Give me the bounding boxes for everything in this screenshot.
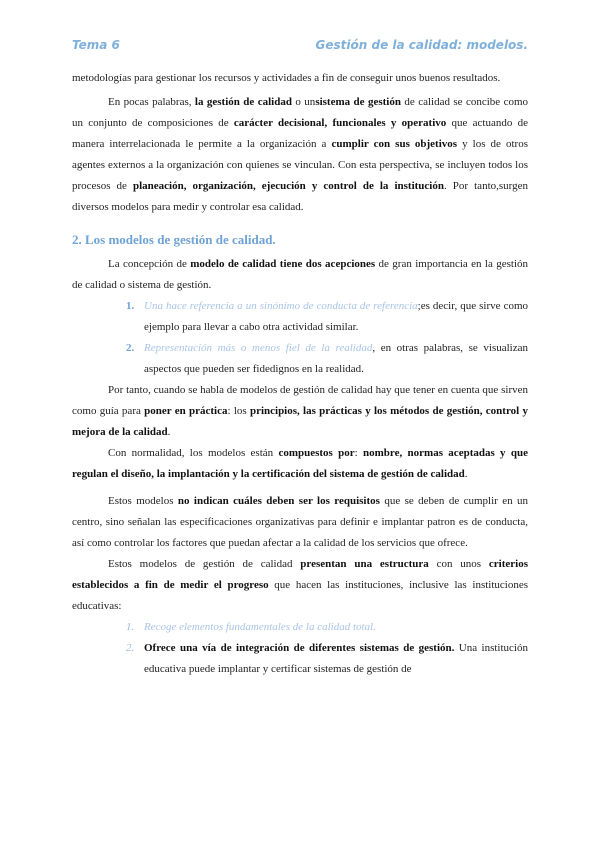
document-body bbox=[72, 68, 528, 680]
list-item: 1. Una hace referencia a un sinónimo de conducta de referencia;es decir, que sirve como ejemplo para llevar a cabo otra actividad similar. bbox=[126, 300, 529, 333]
paragraph-guide: Por tanto, cuando se habla de modelos de gestión de calidad hay que tener en cuenta que sirven como guía para poner en práctica: los principios, las prácticas y los métodos de gestión, control y mejora de la calidad. bbox=[72, 384, 528, 438]
list-item: 2. Representación más o menos fiel de la realidad, en otras palabras, se visualizan aspectos que pueden ser fidedignos en la realidad. bbox=[126, 342, 528, 375]
list-acepciones bbox=[72, 296, 528, 380]
paragraph-structure: Estos modelos de gestión de calidad presentan una estructura con unos criterios establecidos a fin de medir el progreso que hacen las instituciones, inclusive las instituciones educativas: bbox=[72, 558, 528, 612]
paragraph-quality-management: En pocas palabras, la gestión de calidad o unsistema de gestión de calidad se concibe como un conjunto de composiciones de carácter decisional, funcionales y operativo que actuando de manera interrelacionada le permite a la organización a cumplir con sus objetivos y los de otros agentes externos a la organización con quienes se vinculan. Con esta perspectiva, se incluyen todos los procesos de planeación, organización, ejecución y control de la institución. Por tanto,surgen diversos modelos para medir y controlar esa calidad. bbox=[72, 96, 529, 213]
paragraph-composition: Con normalidad, los modelos están compuestos por: nombre, normas aceptadas y que regulan el diseño, la implantación y la certificación del sistema de gestión de calidad. bbox=[72, 447, 528, 480]
header-topic: Tema 6 bbox=[72, 38, 120, 52]
page-header bbox=[72, 38, 528, 58]
list-structure bbox=[72, 617, 528, 680]
list-item: 2. Ofrece una vía de integración de diferentes sistemas de gestión. Una institución educativa puede implantar y certificar sistemas de gestión de bbox=[126, 642, 528, 675]
list-item: 1. Recoge elementos fundamentales de la calidad total. bbox=[126, 621, 376, 633]
header-title: Gestión de la calidad: modelos. bbox=[315, 38, 528, 52]
paragraph-requirements: Estos modelos no indican cuáles deben ser los requisitos que se deben de cumplir en un centro, sino señalan las especificaciones organizativas para definir e implantar patron es de conducta, así como controlar los factores que puedan afectar a la calidad de los servicios que ofrece. bbox=[72, 495, 528, 549]
paragraph-intro-continued: metodologías para gestionar los recursos y actividades a fin de conseguir unos buenos resultados. bbox=[72, 72, 501, 84]
section-heading: 2. Los modelos de gestión de calidad. bbox=[72, 232, 276, 247]
paragraph-model-concept: La concepción de modelo de calidad tiene dos acepciones de gran importancia en la gestión de calidad o sistema de gestión. bbox=[72, 258, 529, 291]
